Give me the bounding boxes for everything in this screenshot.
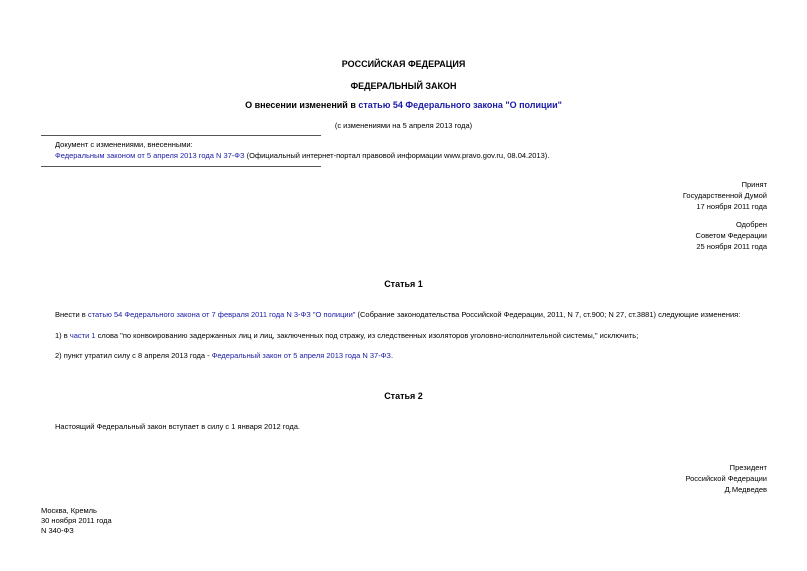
page-title [0, 100, 807, 110]
divider-bottom [41, 166, 321, 167]
country-heading: РОССИЙСКАЯ ФЕДЕРАЦИЯ [341, 59, 466, 69]
signature-line: Президент [729, 463, 767, 472]
amendments-intro: Документ с изменениями, внесенными: [55, 140, 193, 149]
accepted-line: Принят [741, 180, 767, 189]
divider-top [41, 135, 321, 136]
item2-prefix: 2) пункт утратил силу с 8 апреля 2013 года - [55, 351, 212, 360]
footer-block [41, 506, 112, 536]
title-prefix: О внесении изменений в [245, 100, 359, 110]
article1-item1 [55, 331, 638, 340]
article2-text: Настоящий Федеральный закон вступает в силу с 1 января 2012 года. [55, 422, 300, 431]
article2-heading: Статья 2 [384, 391, 423, 401]
doc-type-heading: ФЕДЕРАЛЬНЫЙ ЗАКОН [350, 81, 457, 91]
footer-line: Москва, Кремль [41, 506, 97, 515]
approved-line: Одобрен [736, 220, 767, 229]
amendment-source: (Официальный интернет-портал правовой информации www.pravo.gov.ru, 08.04.2013). [244, 151, 550, 160]
article1-intro-link[interactable]: статью 54 Федерального закона от 7 февраля 2011 года N 3-ФЗ "О полиции" [87, 310, 356, 319]
revision-note: (с изменениями на 5 апреля 2013 года) [334, 121, 473, 130]
amendment-link[interactable]: Федеральным законом от 5 апреля 2013 года N 37-ФЗ [55, 151, 245, 160]
item1-link[interactable]: части 1 [69, 331, 96, 340]
item1-suffix: слова "по конвоированию задержанных лиц и лиц, заключенных под стражу, из следственных изоляторов уголовно-исполнительной системы," исключить; [95, 331, 639, 340]
approved-line: Советом Федерации [695, 231, 767, 240]
item2-link[interactable]: Федеральный закон от 5 апреля 2013 года N 37-ФЗ [211, 351, 391, 360]
signature-line: Д.Медведев [724, 485, 767, 494]
article1-intro [55, 310, 740, 319]
signature-block [685, 462, 767, 495]
approved-line: 25 ноября 2011 года [696, 242, 767, 251]
article1-intro-suffix: (Собрание законодательства Российской Федерации, 2011, N 7, ст.900; N 27, ст.3881) следующие изменения: [355, 310, 741, 319]
signature-line: Российской Федерации [685, 474, 767, 483]
accepted-line: Государственной Думой [682, 191, 767, 200]
title-link[interactable]: статью 54 Федерального закона "О полиции" [358, 100, 562, 110]
approved-block [696, 219, 767, 252]
item1-prefix: 1) в [55, 331, 70, 340]
article1-heading: Статья 1 [384, 279, 423, 289]
footer-line: N 340-ФЗ [41, 526, 74, 535]
footer-line: 30 ноября 2011 года [41, 516, 112, 525]
amendments-line [55, 151, 549, 160]
item2-suffix: . [390, 351, 394, 360]
article1-intro-prefix: Внести в [55, 310, 88, 319]
accepted-block [683, 179, 767, 212]
accepted-line: 17 ноября 2011 года [696, 202, 767, 211]
article1-item2 [55, 351, 393, 360]
